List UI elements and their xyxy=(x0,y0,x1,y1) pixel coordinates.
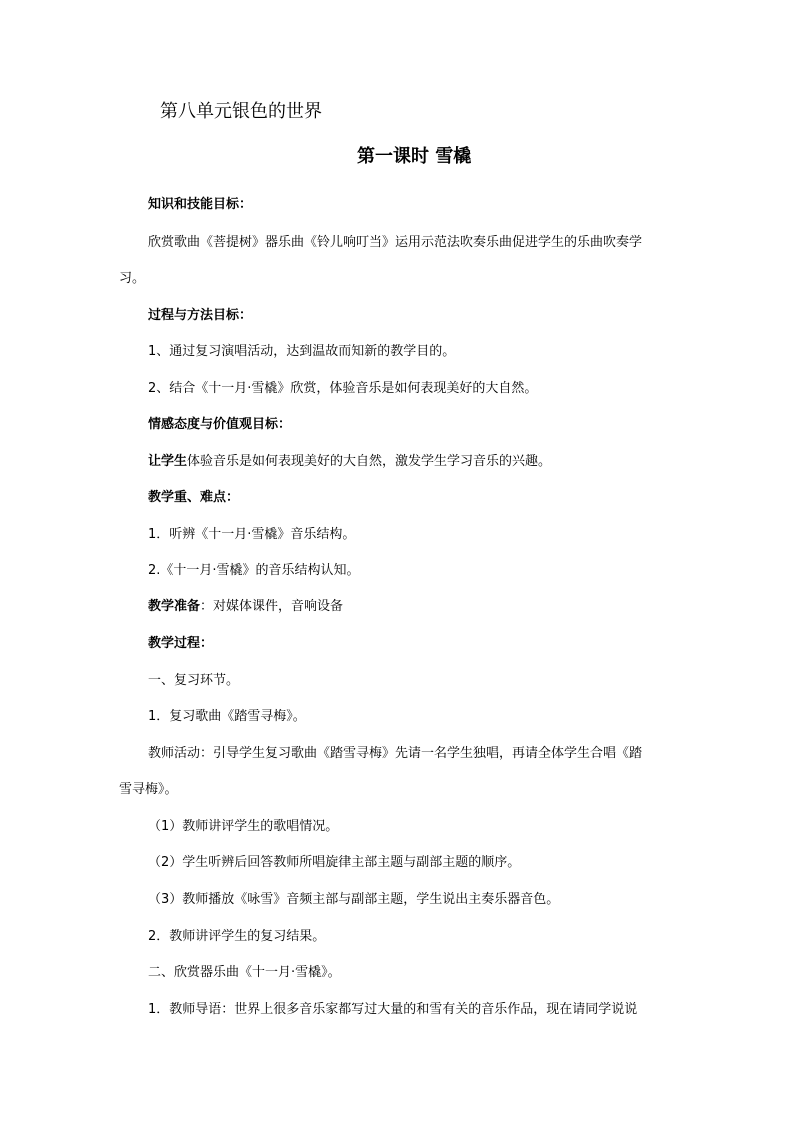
line-17: （1）教师讲评学生的歌唱情况。 xyxy=(148,819,339,834)
lesson-title: 第一课时 雪橇 xyxy=(357,146,472,167)
line-22: 1．教师导语：世界上很多音乐家都写过大量的和雪有关的音乐作品，现在请同学说说 xyxy=(148,1002,638,1017)
line-12: 教学过程： xyxy=(148,636,214,651)
line-3: 过程与方法目标： xyxy=(148,308,253,323)
line-15: 教师活动：引导学生复习歌曲《踏雪寻梅》先请一名学生独唱，再请全体学生合唱《踏 xyxy=(148,746,643,761)
line-6: 情感态度与价值观目标： xyxy=(148,417,292,432)
line-1: 欣赏歌曲《菩提树》器乐曲《铃儿响叮当》运用示范法吹奏乐曲促进学生的乐曲吹奏学 xyxy=(148,235,643,250)
line-5: 2、结合《十一月·雪橇》欣赏，体验音乐是如何表现美好的大自然。 xyxy=(148,381,538,396)
line-7 xyxy=(148,453,551,471)
line-10: 2.《十一月·雪橇》的音乐结构认知。 xyxy=(148,563,360,578)
line-7-bold: 让学生 xyxy=(148,454,188,469)
line-4: 1、通过复习演唱活动，达到温故而知新的教学目的。 xyxy=(148,344,456,359)
line-8: 教学重、难点： xyxy=(148,490,240,505)
line-20: 2．教师讲评学生的复习结果。 xyxy=(148,929,326,944)
line-19: （3）教师播放《咏雪》音频主部与副部主题，学生说出主奏乐器音色。 xyxy=(148,892,560,907)
line-14: 1．复习歌曲《踏雪寻梅》。 xyxy=(148,709,306,724)
line-18: （2）学生听辨后回答教师所唱旋律主部主题与副部主题的顺序。 xyxy=(148,855,521,870)
line-21: 二、欣赏器乐曲《十一月·雪橇》。 xyxy=(148,965,341,980)
line-7-text: 体验音乐是如何表现美好的大自然，激发学生学习音乐的兴趣。 xyxy=(187,454,552,469)
unit-title: 第八单元银色的世界 xyxy=(160,101,322,122)
line-16: 雪寻梅》。 xyxy=(119,782,178,797)
line-11 xyxy=(148,598,343,616)
line-13: 一、复习环节。 xyxy=(148,673,240,688)
line-11-text: ：对媒体课件，音响设备 xyxy=(200,599,344,614)
line-2: 习。 xyxy=(119,271,146,286)
line-11-bold: 教学准备 xyxy=(148,599,201,614)
line-9: 1．听辨《十一月·雪橇》音乐结构。 xyxy=(148,527,356,542)
line-0: 知识和技能目标： xyxy=(148,197,253,212)
